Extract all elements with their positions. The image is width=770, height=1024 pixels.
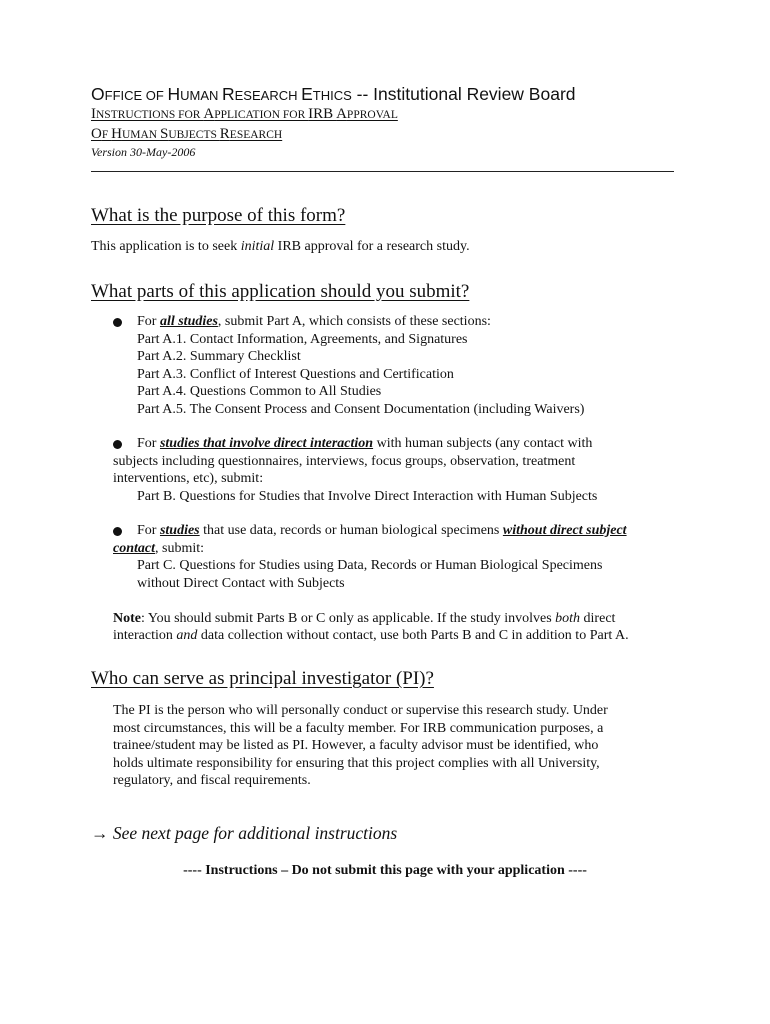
page-footer: ---- Instructions – Do not submit this page with your application ---- <box>183 863 587 878</box>
part-a-item: Part A.5. The Consent Process and Consent Documentation (including Waivers) <box>137 402 585 417</box>
part-a-item: Part A.2. Summary Checklist <box>137 349 301 364</box>
bullet-icon <box>113 527 122 536</box>
pi-text-line: trainee/student may be listed as PI. However, a faculty advisor must be identified, who <box>113 738 599 753</box>
pi-text-line: The PI is the person who will personally conduct or supervise this research study. Under <box>113 703 608 718</box>
bullet-icon <box>113 440 122 449</box>
note-text-line2: interaction and data collection without contact, use both Parts B and C in addition to Part A. <box>113 628 629 643</box>
bullet-icon <box>113 318 122 327</box>
purpose-heading: What is the purpose of this form? <box>91 205 346 226</box>
version-label: Version 30-May-2006 <box>91 145 196 159</box>
header-divider <box>91 171 674 172</box>
office-title: OFFICE OF HUMAN RESEARCH ETHICS -- Institutional Review Board <box>91 84 576 104</box>
pi-text-line: regulatory, and fiscal requirements. <box>113 773 311 788</box>
instructions-title: INSTRUCTIONS FOR APPLICATION FOR IRB APPROVAL <box>91 106 398 122</box>
bullet-direct-interaction-line2: subjects including questionnaires, interviews, focus groups, observation, treatment <box>113 454 576 469</box>
note-text: Note: You should submit Parts B or C only as applicable. If the study involves both direct <box>113 611 616 626</box>
bullet-direct-interaction: For studies that involve direct interaction with human subjects (any contact with <box>137 436 593 451</box>
bullet-direct-interaction-line3: interventions, etc), submit: <box>113 471 264 486</box>
part-a-item: Part A.3. Conflict of Interest Questions and Certification <box>137 367 454 382</box>
next-page-note: → See next page for additional instructions <box>91 823 398 843</box>
bullet-data-records-line2: contact, submit: <box>113 541 205 556</box>
part-a-item: Part A.1. Contact Information, Agreements, and Signatures <box>137 332 468 347</box>
pi-text-line: most circumstances, this will be a faculty member. For IRB communication purposes, a <box>113 721 604 736</box>
part-c-item-continued: without Direct Contact with Subjects <box>137 576 345 591</box>
subjects-title: OF HUMAN SUBJECTS RESEARCH <box>91 126 283 142</box>
part-b-item: Part B. Questions for Studies that Involve Direct Interaction with Human Subjects <box>137 489 598 504</box>
bullet-data-records: For studies that use data, records or human biological specimens without direct subject <box>137 523 627 538</box>
part-c-item: Part C. Questions for Studies using Data, Records or Human Biological Specimens <box>137 558 603 573</box>
pi-heading: Who can serve as principal investigator (PI)? <box>91 668 434 689</box>
purpose-text: This application is to seek initial IRB approval for a research study. <box>91 239 470 254</box>
parts-heading: What parts of this application should you submit? <box>91 281 470 302</box>
pi-text-line: holds ultimate responsibility for ensuring that this project complies with all University, <box>113 756 600 771</box>
part-a-item: Part A.4. Questions Common to All Studies <box>137 384 382 399</box>
bullet-all-studies: For all studies, submit Part A, which consists of these sections: <box>137 314 491 329</box>
